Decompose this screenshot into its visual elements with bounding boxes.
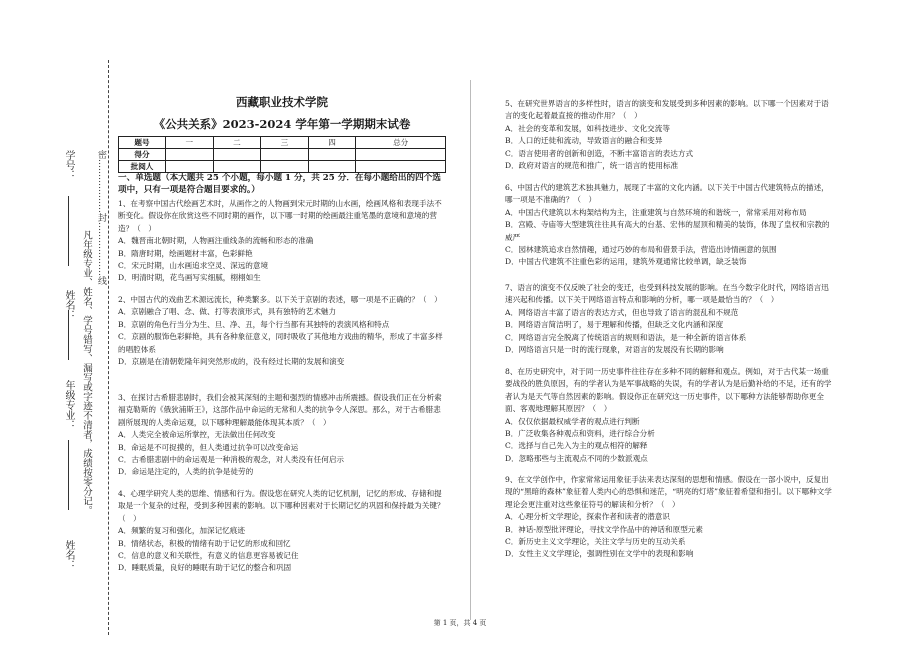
option-b[interactable]: B．网络语言简洁明了，易于理解和传播，但缺乏文化内涵和深度 <box>505 320 724 330</box>
option-c[interactable]: C．选择与自己先入为主的观点相符的解释 <box>505 441 648 451</box>
score-cell[interactable] <box>213 161 261 173</box>
name2-label: 姓名： <box>63 540 74 570</box>
question-stem: 1、在考察中国古代绘画艺术时，从画作之的人物画到宋元时期的山水画，绘画风格和表现手法不断变化。假设你在欣赏这些不同时期的画作，以下哪一时期的绘画最注重笔墨的意境和意境的营造？（ ） <box>118 199 442 233</box>
name-line <box>68 310 69 360</box>
question-5 <box>505 98 835 172</box>
row-label: 题号 <box>119 137 166 149</box>
option-a[interactable]: A．中国古代建筑以木构架结构为主，注重建筑与自然环境的和谐统一，常常采用对称布局 <box>505 207 807 217</box>
binding-notice: 凡年级专业、姓名、学号错写、漏写或字迹不清者，成绩按零分记。 <box>81 230 92 515</box>
question-1 <box>118 198 446 285</box>
grade-major-label: 年级专业： <box>63 380 74 430</box>
option-a[interactable]: A．京剧融合了唱、念、做、打等表演形式，具有独特的艺术魅力 <box>118 307 337 317</box>
seal-dashed-line <box>108 60 109 635</box>
grade-major-line <box>68 440 69 510</box>
question-stem: 9、在文学创作中，作家常常运用象征手法来表达深刻的思想和情感。假设在一部小说中，反复出现的“黑暗的森林”象征着人类内心的恐惧和迷茫，“明亮的灯塔”象征着希望和指引。以下哪种文学理论会更注重对这些象征符号的解读和分析？（ ） <box>505 475 832 509</box>
score-cell[interactable] <box>261 149 309 161</box>
option-d[interactable]: D．命运是注定的，人类的抗争是徒劳的 <box>118 467 254 477</box>
column-divider <box>470 80 471 620</box>
name-label: 姓名： <box>63 290 74 320</box>
seal-line-text: 密………………封………………线 <box>96 150 106 285</box>
option-c[interactable]: C．园林建筑追求自然情趣，通过巧妙的布局和借景手法，营造出诗情画意的氛围 <box>505 245 777 255</box>
option-a[interactable]: A．仅仅依据最权威学者的观点进行判断 <box>505 416 640 426</box>
student-id-line <box>68 196 69 266</box>
question-9 <box>505 474 835 561</box>
option-d[interactable]: D．明清时期，花鸟画写实细腻，栩栩如生 <box>118 273 261 283</box>
row-label: 得分 <box>119 149 166 161</box>
col-header: 总分 <box>356 137 446 149</box>
page-footer: 第 1 页，共 4 页 <box>433 619 487 627</box>
score-table <box>118 136 446 173</box>
exam-title: 《公共关系》2023-2024 学年第一学期期末试卷 <box>153 117 411 131</box>
option-c[interactable]: C．语言使用者的创新和创造，不断丰富语言的表达方式 <box>505 148 694 158</box>
option-a[interactable]: A．频繁的复习和强化，加深记忆痕迹 <box>118 526 245 536</box>
option-b[interactable]: B．隋唐时期，绘画题材丰富，色彩鲜艳 <box>118 248 253 258</box>
question-stem: 4、心理学研究人类的思维、情感和行为。假设您在研究人类的记忆机制，记忆的形成、存储和提取是一个复杂的过程，受到多种因素的影响。以下哪种因素对于长期记忆的巩固和保持最为关键？（ ） <box>118 489 445 523</box>
option-c[interactable]: C．古希腊悲剧中的命运观是一种消极的观念，对人类没有任何启示 <box>118 455 345 465</box>
option-a[interactable]: A．人类完全被命运所掌控，无法做出任何改变 <box>118 430 276 440</box>
question-stem: 3、在探讨古希腊悲剧时，我们会被其深刻的主题和强烈的情感冲击所震撼。假设我们正在分析索福克勒斯的《俄狄浦斯王》，这部作品中命运的无常和人类的抗争令人深思。那么，对于古希腊悲剧所展现的人类命运观，以下哪种理解最能体现其本质？（ ） <box>118 393 442 427</box>
score-cell[interactable] <box>308 161 356 173</box>
row-label: 批阅人 <box>119 161 166 173</box>
question-stem: 6、中国古代的建筑艺术独具魅力，展现了丰富的文化内涵。以下关于中国古代建筑特点的描述，哪一项是不准确的？（ ） <box>505 183 829 205</box>
section-heading: 一、单选题（本大题共 25 个小题，每小题 1 分，共 25 分．在每小题给出的四个选项中，只有一项是符合题目要求的。） <box>118 173 441 195</box>
score-cell[interactable] <box>356 149 446 161</box>
score-cell[interactable] <box>308 149 356 161</box>
option-b[interactable]: B．情绪状态，积极的情绪有助于记忆的形成和回忆 <box>118 538 291 548</box>
option-b[interactable]: B．京剧的角色行当分为生、旦、净、丑，每个行当都有其独特的表演风格和特点 <box>118 319 390 329</box>
question-2 <box>118 294 446 368</box>
option-d[interactable]: D．中国古代建筑不注重色彩的运用，建筑外观通常比较单调，缺乏装饰 <box>505 257 747 267</box>
score-cell[interactable] <box>356 161 446 173</box>
option-a[interactable]: A．心理分析文学理论，探索作者和读者的潜意识 <box>505 512 670 522</box>
question-stem: 7、语言的演变不仅反映了社会的变迁，也受到科技发展的影响。在当今数字化时代，网络语言迅速兴起和传播。以下关于网络语言特点和影响的分析，哪一项是最恰当的？（ ） <box>505 283 829 305</box>
question-6 <box>505 182 835 269</box>
score-cell[interactable] <box>166 149 214 161</box>
option-c[interactable]: C．宋元时期，山水画追求空灵、深远的意境 <box>118 261 269 271</box>
col-header: 二 <box>213 137 261 149</box>
option-c[interactable]: C．京剧的服饰色彩鲜艳，具有各种象征意义，同时吸收了其他地方戏曲的精华，形成了丰富多样的唱腔体系 <box>118 332 443 354</box>
option-d[interactable]: D．京剧是在清朝乾隆年间突然形成的，没有经过长期的发展和演变 <box>118 357 345 367</box>
option-c[interactable]: C．网络语言完全脱离了传统语言的规则和语法，是一种全新的语言体系 <box>505 332 747 342</box>
student-id-label: 学号： <box>63 150 74 180</box>
score-cell[interactable] <box>166 161 214 173</box>
option-c[interactable]: C．新历史主义文学理论，关注文学与历史的互动关系 <box>505 537 686 547</box>
col-header: 三 <box>261 137 309 149</box>
option-b[interactable]: B．神话-原型批评理论，寻找文学作品中的神话和原型元素 <box>505 524 703 534</box>
score-table-row <box>119 137 446 149</box>
option-d[interactable]: D．睡眠质量，良好的睡眠有助于记忆的整合和巩固 <box>118 563 292 573</box>
score-cell[interactable] <box>213 149 261 161</box>
option-d[interactable]: D．忽略那些与主流观点不同的少数派观点 <box>505 453 648 463</box>
option-d[interactable]: D．女性主义文学理论，强调性别在文学中的表现和影响 <box>505 549 694 559</box>
option-b[interactable]: B．宫殿、寺庙等大型建筑往往具有高大的台基、宏伟的屋顶和精美的装饰，体现了皇权和宗教的威严 <box>505 220 830 242</box>
option-b[interactable]: B．命运是不可捉摸的，但人类通过抗争可以改变命运 <box>118 442 299 452</box>
option-a[interactable]: A．魏晋南北朝时期，人物画注重线条的流畅和形态的准确 <box>118 236 314 246</box>
school-name: 西藏职业技术学院 <box>236 95 328 109</box>
col-header: 四 <box>308 137 356 149</box>
question-stem: 8、在历史研究中，对于同一历史事件往往存在多种不同的解释和观点。例如，对于古代某一场重要战役的胜负原因，有的学者认为是军事战略的失误，有的学者认为是后勤补给的不足，还有的学者认为是天气等自然因素的影响。假设你正在研究这一历史事件，以下哪种方法能够帮助你更全面、客观地理解其原因？（ ） <box>505 367 832 414</box>
option-c[interactable]: C．信息的意义和关联性，有意义的信息更容易被记住 <box>118 551 299 561</box>
question-stem: 2、中国古代的戏曲艺术源远流长，种类繁多。以下关于京剧的表述，哪一项是不正确的？（ ） <box>118 295 442 304</box>
score-cell[interactable] <box>261 161 309 173</box>
option-d[interactable]: D．网络语言只是一时的流行现象，对语言的发展没有长期的影响 <box>505 345 724 355</box>
option-a[interactable]: A．社会的变革和发展，如科技进步、文化交流等 <box>505 123 670 133</box>
option-b[interactable]: B．人口的迁徙和流动，导致语言的融合和变异 <box>505 136 663 146</box>
question-8 <box>505 366 835 465</box>
question-3 <box>118 392 446 479</box>
option-b[interactable]: B．广泛收集各种观点和资料，进行综合分析 <box>505 429 655 439</box>
col-header: 一 <box>166 137 214 149</box>
option-d[interactable]: D．政府对语言的规范和推广，统一语言的使用标准 <box>505 161 679 171</box>
score-table-row <box>119 149 446 161</box>
question-stem: 5、在研究世界语言的多样性时，语言的演变和发展受到多种因素的影响。以下哪一个因素对于语言的变化起着最直接的推动作用？（ ） <box>505 99 829 121</box>
question-4 <box>118 488 446 575</box>
score-table-row <box>119 161 446 173</box>
option-a[interactable]: A．网络语言丰富了语言的表达方式，但也导致了语言的混乱和不规范 <box>505 307 739 317</box>
question-7 <box>505 282 835 356</box>
